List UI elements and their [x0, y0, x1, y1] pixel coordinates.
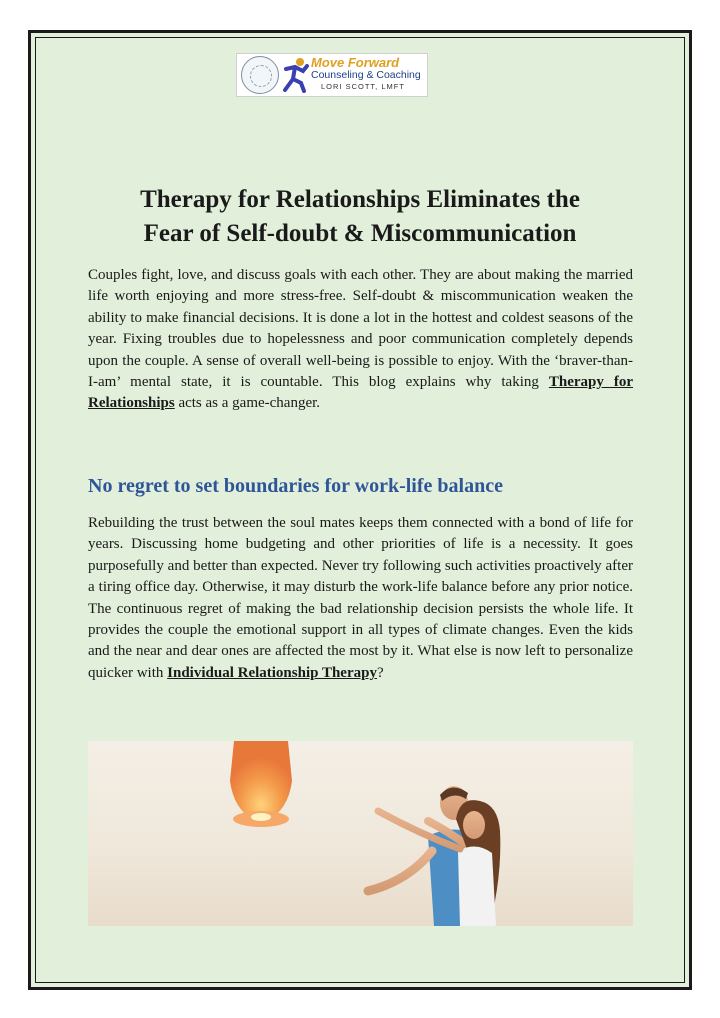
title-line-2: Fear of Self-doubt & Miscommunication [143, 220, 577, 247]
section-text: Rebuilding the trust between the soul mates keeps them connected with a bond of life for years. Discussing home budgeting and other priorities of life is a necessity. It goes purposefully and better than expected. Never try following such activities proactively after a tiring office day. Otherwise, it may disturb the work-life balance before any prior notice. The continuous regret of making the bad relationship decision persists the whole life. It provides the couple the emotional support in all types of climate changes. Even the kids and the near and dear ones are affected the most by it. What else is now left to personalize quicker with [88, 515, 633, 681]
company-logo [236, 53, 428, 97]
article-title [60, 183, 660, 251]
title-line-1: Therapy for Relationships Eliminates the [140, 186, 580, 213]
intro-paragraph [88, 265, 633, 415]
intro-text: Couples fight, love, and discuss goals with each other. They are about making the married life worth enjoying and more stress-free. Self-doubt & miscommunication weaken the ability to make financial decisions. It is done a lot in the hottest and coldest seasons of the year. Fixing troubles due to hopelessness and poor communication completely depends upon the couple. A sense of overall well-being is possible to enjoy. With the ‘braver-than-I-am’ mental state, it is countable. This blog explains why taking [88, 267, 633, 391]
section-paragraph [88, 513, 633, 684]
couple-sky-lantern-photo [88, 741, 633, 926]
photo-illustration [88, 741, 633, 926]
sky-lantern-icon [230, 741, 292, 827]
therapy-for-relationships-link[interactable]: Therapy for Relationships [88, 374, 633, 412]
section-text-tail: ? [376, 664, 384, 681]
intro-text-tail: acts as a game-changer. [174, 395, 321, 412]
logo-brand-credential: LORI SCOTT, LMFT [321, 82, 405, 91]
section-heading: No regret to set boundaries for work-life balance [88, 475, 503, 497]
individual-relationship-therapy-link[interactable]: Individual Relationship Therapy [167, 664, 377, 681]
logo-brand-name: Move Forward [311, 55, 400, 70]
seal-icon [241, 56, 279, 94]
running-figure-icon [281, 57, 309, 93]
logo-brand-subtitle: Counseling & Coaching [311, 69, 421, 81]
